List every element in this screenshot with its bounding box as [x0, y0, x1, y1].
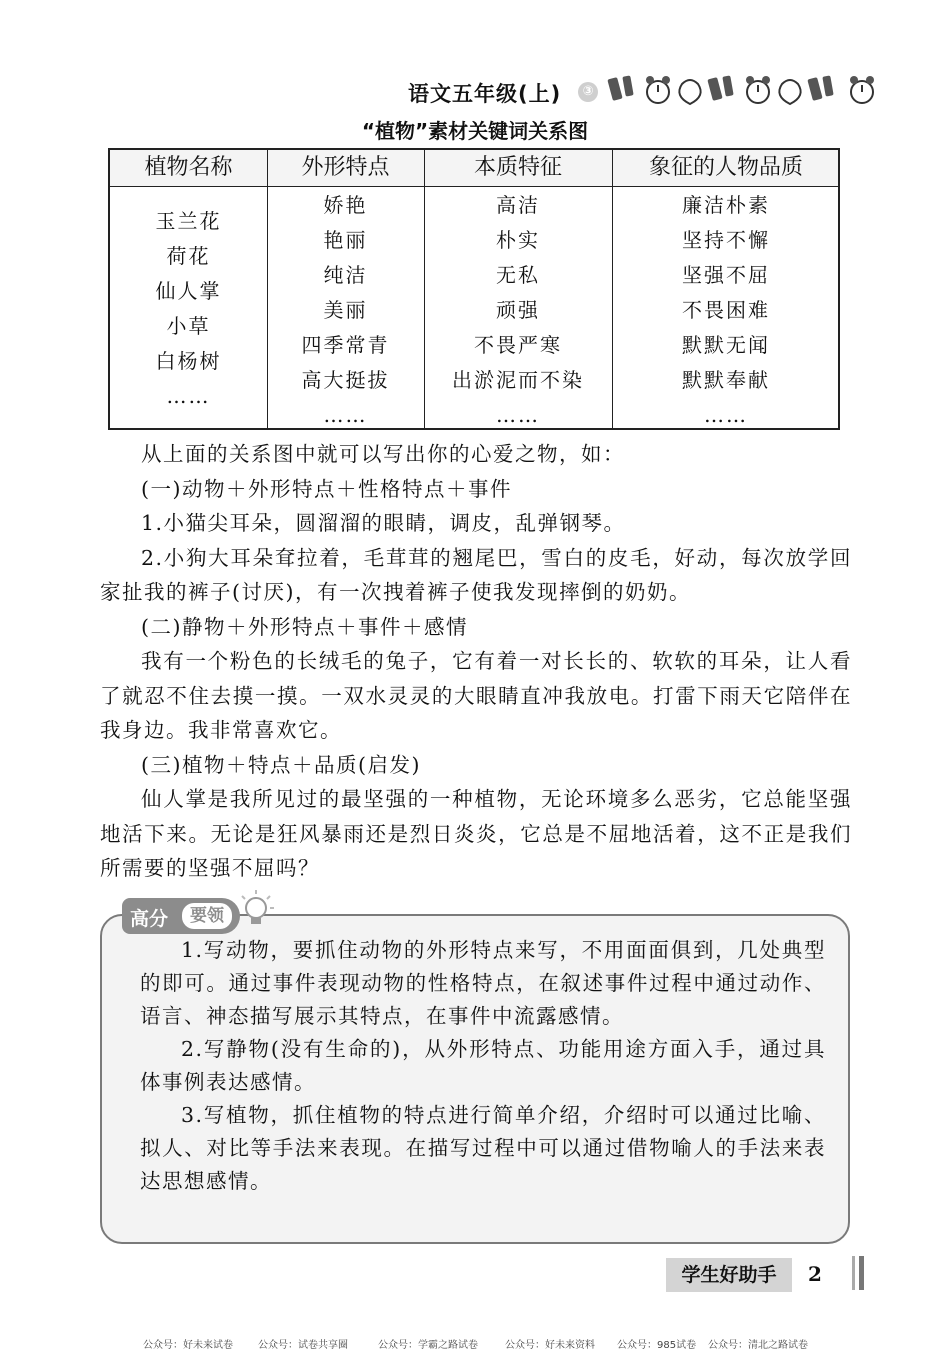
table-cell: 不畏严寒: [474, 333, 562, 357]
footer-bars-decoration: [850, 1256, 870, 1290]
example-paragraph: 1.小猫尖耳朵，圆溜溜的眼睛，调皮，乱弹钢琴。: [141, 511, 626, 535]
footer-brand: 学生好助手: [666, 1258, 792, 1292]
example-paragraph: 2.小狗大耳朵耷拉着，毛茸茸的翘尾巴，雪白的皮毛，好动，每次放学回家扯我的裤子(讨厌)，有一次拽着裤子使我发现摔倒的奶奶。: [100, 545, 852, 604]
watermark-text: 公众号：学霸之路试卷: [378, 1340, 478, 1351]
table-cell: 出淤泥而不染: [452, 368, 584, 392]
table-cell: 四季常青: [301, 333, 390, 357]
table-title: “植物”素材关键词关系图: [361, 119, 589, 143]
header-qualities: 象征的人物品质: [648, 155, 803, 180]
lightbulb-icon: [236, 888, 276, 932]
table-cell: 艳丽: [323, 228, 368, 252]
pencil-icon: [607, 75, 633, 100]
watermark-text: 公众号：清北之路试卷: [708, 1340, 808, 1351]
watermark-text: 公众号：好未来试卷: [143, 1340, 233, 1351]
header-decoration: [606, 70, 884, 110]
table-cell: 坚持不懈: [682, 228, 770, 252]
pencil-icon: [807, 75, 833, 100]
table-cell: 不畏困难: [682, 298, 770, 322]
alarm-clock-icon: [746, 76, 770, 103]
table-cell: ……: [323, 403, 368, 427]
apple-icon: [779, 80, 800, 104]
section-heading: (一)动物＋外形特点＋性格特点＋事件: [141, 476, 512, 501]
apple-icon: [679, 80, 700, 104]
appearance-column: [267, 188, 424, 433]
plant-name-column: [110, 204, 267, 414]
nature-column: [424, 188, 612, 433]
table-cell: 高洁: [496, 193, 540, 217]
table-cell: ……: [704, 403, 748, 427]
alarm-clock-icon: [850, 76, 874, 103]
table-cell: 无私: [496, 263, 540, 287]
keyword-table: [108, 148, 840, 430]
tips-tag: [122, 898, 240, 934]
table-cell: 白杨树: [155, 349, 222, 373]
table-cell: 荷花: [166, 244, 211, 268]
watermark-text: 公众号：试卷共享圈: [258, 1340, 348, 1351]
qualities-column: [612, 188, 840, 433]
example-paragraph: 仙人掌是我所见过的最坚强的一种植物，无论环境多么恶劣，它总能坚强地活下来。无论是狂风暴雨还是烈日炎炎，它总是不屈地活着，这不正是我们所需要的坚强不屈吗？: [100, 787, 852, 880]
unit-badge: ③: [578, 82, 598, 102]
tips-text: [140, 934, 826, 1198]
table-cell: 纯洁: [323, 263, 368, 287]
section-heading: (三)植物＋特点＋品质(启发): [141, 752, 421, 777]
header-nature: 本质特征: [473, 155, 562, 180]
table-cell: 顽强: [496, 298, 540, 322]
tip-paragraph: 3.写植物，抓住植物的特点进行简单介绍，介绍时可以通过比喻、拟人、对比等手法来表现。在描写过程中可以通过借物喻人的手法来表达思想感情。: [140, 1103, 826, 1193]
tip-paragraph: 2.写静物(没有生命的)，从外形特点、功能用途方面入手，通过具体事例表达感情。: [140, 1037, 826, 1094]
table-cell: 廉洁朴素: [682, 193, 770, 217]
tips-tag-main: 高分: [130, 908, 169, 930]
section-heading: (二)静物＋外形特点＋事件＋感情: [141, 614, 468, 639]
header-appearance: 外形特点: [301, 155, 390, 180]
table-cell: 默默无闻: [682, 333, 770, 357]
pencil-icon: [707, 75, 733, 100]
tip-paragraph: 1.写动物，要抓住动物的外形特点来写，不用面面俱到，几处典型的即可。通过事件表现动物的性格特点，在叙述事件过程中通过动作、语言、神态描写展示其特点，在事件中流露感情。: [140, 938, 826, 1028]
body-section: [100, 437, 852, 886]
table-cell: 默默奉献: [682, 368, 770, 392]
table-cell: 美丽: [323, 298, 368, 322]
header-subject: 语文五年级(上): [408, 82, 562, 106]
example-paragraph: 我有一个粉色的长绒毛的兔子，它有着一对长长的、软软的耳朵，让人看了就忍不住去摸一摸。一双水灵灵的大眼睛直冲我放电。打雷下雨天它陪伴在我身边。我非常喜欢它。: [100, 649, 852, 742]
table-cell: ……: [496, 403, 540, 427]
table-cell: 娇艳: [323, 193, 368, 217]
table-cell: 玉兰花: [155, 209, 222, 233]
table-cell: 坚强不屈: [682, 263, 770, 287]
alarm-clock-icon: [646, 76, 670, 103]
tips-tag-sub: 要领: [182, 903, 232, 929]
table-cell: 朴实: [496, 228, 540, 252]
watermark-text: 公众号：好未来资料: [505, 1340, 595, 1351]
watermark-text: 公众号：985试卷: [617, 1340, 697, 1351]
page-number: 2: [808, 1262, 822, 1286]
header-plant-name: 植物名称: [144, 155, 233, 180]
table-cell: ……: [166, 384, 211, 408]
table-cell: 小草: [166, 314, 211, 338]
intro-paragraph: 从上面的关系图中就可以写出你的心爱之物，如：: [141, 442, 625, 466]
table-cell: 仙人掌: [155, 279, 222, 303]
table-cell: 高大挺拔: [301, 368, 390, 392]
